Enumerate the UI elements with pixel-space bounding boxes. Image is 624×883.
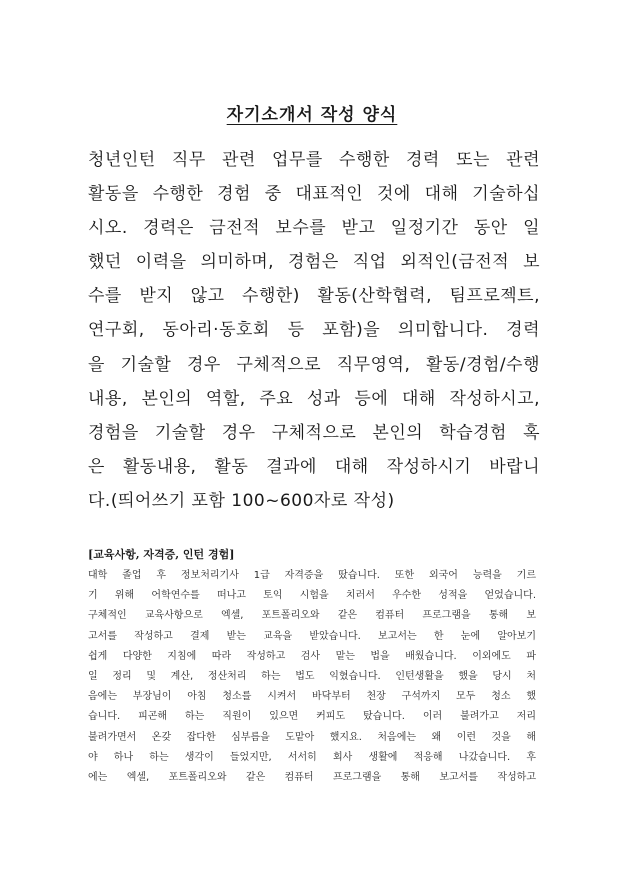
document-title xyxy=(0,100,624,125)
instruction-line: 활동을 수행한 경험 중 대표적인 것에 대해 기술하십 xyxy=(88,184,540,205)
answer-line: 불려가면서 온갖 잡다한 심부름을 도맡아 했지요. 처음에는 왜 이런 것을 해 xyxy=(88,731,536,743)
document-title-text: 자기소개서 작성 양식 xyxy=(226,105,398,125)
instruction-line: 내용, 본인의 역할, 주요 성과 등에 대해 작성하시고, xyxy=(88,388,540,409)
instruction-line: 시오. 경력은 금전적 보수를 받고 일정기간 동안 일 xyxy=(88,218,540,239)
instruction-line: 연구회, 동아리·동호회 등 포함)을 의미합니다. 경력 xyxy=(88,320,540,341)
instruction-line: 을 기술할 경우 구체적으로 직무영역, 활동/경험/수행 xyxy=(88,354,540,375)
answer-line: 습니다. 피곤해 하는 직원이 있으면 커피도 탔습니다. 이러 불려가고 저리 xyxy=(88,711,536,723)
answer-line: 일 정리 및 계산, 정산처리 하는 법도 익혔습니다. 인턴생활을 했을 당시 처 xyxy=(88,670,536,682)
answer-line: 대학 졸업 후 정보처리기사 1급 자격증을 땄습니다. 또한 외국어 능력을 기르 xyxy=(88,570,536,581)
answer-line: 기 위해 어학연수를 떠나고 토익 시험을 치러서 우수한 성적을 얻었습니다. xyxy=(88,590,536,602)
instruction-line: 경험을 기술할 경우 구체적으로 본인의 학습경험 혹 xyxy=(88,422,540,443)
answer-line: 고서를 작성하고 결제 받는 교육을 받았습니다. 보고서는 한 눈에 알아보기 xyxy=(88,630,536,642)
answer-line: 구체적인 교육사항으로 엑셀, 포트폴리오와 같은 컴퓨터 프로그램을 통해 보 xyxy=(88,610,536,622)
instruction-line: 수를 받지 않고 수행한) 활동(산학협력, 팀프로젝트, xyxy=(88,286,540,307)
instruction-line: 했던 이력을 의미하며, 경험은 직업 외적인(금전적 보 xyxy=(88,252,540,273)
answer-line: 에는 엑셀, 포트폴리오와 같은 컴퓨터 프로그램을 통해 보고서를 작성하고 xyxy=(88,771,536,783)
answer-line: 쉽게 다양한 지침에 따라 작성하고 검사 맡는 법을 배웠습니다. 이외에도 파 xyxy=(88,650,536,662)
answer-paragraph xyxy=(88,566,536,788)
instruction-line: 청년인턴 직무 관련 업무를 수행한 경력 또는 관련 xyxy=(88,150,540,170)
answer-line: 야 하나 하는 생각이 들었지만, 서서히 회사 생활에 적응해 나갔습니다. 후 xyxy=(88,751,536,763)
instruction-line: 은 활동내용, 활동 결과에 대해 작성하시기 바랍니 xyxy=(88,456,540,477)
instruction-line: 다.(띄어쓰기 포함 100~600자로 작성) xyxy=(88,490,395,511)
answer-line: 음에는 부장님이 아침 청소를 시켜서 바닥부터 천장 구석까지 모두 청소 했 xyxy=(88,691,536,703)
section-heading: [교육사항, 자격증, 인턴 경험] xyxy=(88,548,235,561)
instructions-paragraph xyxy=(88,143,540,518)
